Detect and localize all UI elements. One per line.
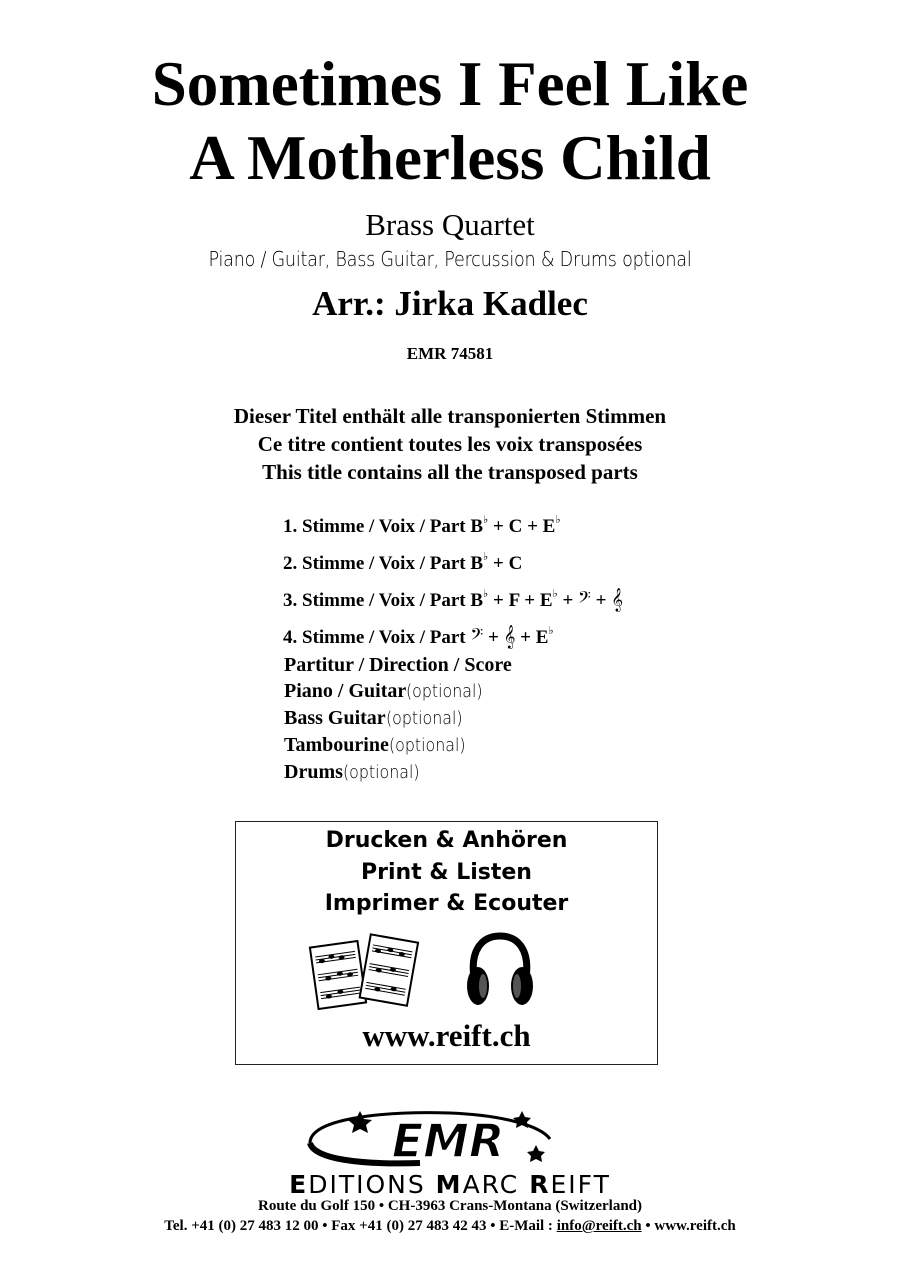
extra-name: Piano / Guitar [284, 680, 407, 702]
plus: + [519, 590, 540, 611]
extra-note: (optional) [388, 735, 466, 756]
title-line-2: A Motherless Child [189, 123, 711, 193]
note-french: Ce titre contient toutes les voix transposées [257, 432, 643, 456]
extra-drums [284, 759, 512, 786]
plus: + [557, 590, 579, 611]
plus: + [488, 590, 509, 611]
plus: + [483, 627, 504, 648]
brand-initial: R [529, 1170, 551, 1199]
plus: + [488, 516, 509, 537]
sheet-music-icon [308, 930, 423, 1012]
part-3 [283, 579, 623, 616]
key-e: E [535, 627, 549, 648]
publisher-name [0, 1170, 900, 1199]
extra-name: Partitur / Direction / Score [284, 654, 512, 676]
treble-clef-icon: 𝄞 [611, 587, 624, 611]
part-label: 3. Stimme / Voix / Part [283, 590, 471, 611]
extra-note: (optional) [385, 708, 463, 729]
extras-list [284, 652, 512, 786]
extra-bass-guitar [284, 705, 512, 732]
key-c: C [508, 516, 523, 537]
flat-icon: ♭ [483, 588, 489, 600]
instrumentation: Piano / Guitar, Bass Guitar, Percussion & Drums optional [208, 247, 692, 271]
key-b: B [470, 516, 484, 537]
emr-logo [300, 1105, 562, 1169]
extra-note: (optional) [406, 681, 483, 702]
contact-phone-fax: Tel. +41 (0) 27 483 12 00 • Fax +41 (0) 27 483 42 43 • E-Mail : [164, 1218, 557, 1234]
note-english: This title contains all the transposed parts [262, 460, 638, 484]
part-1 [283, 505, 623, 542]
extra-piano-guitar [284, 678, 512, 705]
plus: + [515, 627, 536, 648]
brand-part: ARC [462, 1170, 530, 1199]
extra-note: (optional) [342, 762, 420, 783]
part-2 [283, 542, 623, 579]
transposed-parts-note [0, 402, 900, 486]
print-listen-box [235, 821, 658, 1065]
part-label: 4. Stimme / Voix / Part [283, 627, 471, 648]
title-line-1: Sometimes I Feel Like [151, 49, 749, 119]
bass-clef-icon: 𝄢 [578, 587, 591, 611]
brand-part: EIFT [550, 1170, 611, 1199]
key-e: E [539, 590, 553, 611]
catalog-code: EMR 74581 [406, 344, 494, 363]
key-b: B [470, 553, 484, 574]
publisher-address: Route du Golf 150 • CH-3963 Crans-Montana (Switzerland) [258, 1198, 642, 1214]
flat-icon: ♭ [483, 551, 489, 563]
publisher-contact [0, 1218, 900, 1235]
flat-icon: ♭ [552, 588, 558, 600]
key-f: F [508, 590, 520, 611]
treble-clef-icon: 𝄞 [503, 624, 516, 648]
plus: + [590, 590, 612, 611]
plus: + [488, 553, 509, 574]
box-line-english: Print & Listen [361, 860, 532, 885]
flat-icon: ♭ [548, 625, 554, 637]
logo-text: EMR [391, 1114, 505, 1168]
key-e: E [542, 516, 556, 537]
key-c: C [508, 553, 523, 574]
part-label: 1. Stimme / Voix / Part [283, 516, 471, 537]
headphones-icon [464, 930, 536, 1010]
box-line-german: Drucken & Anhören [325, 828, 568, 853]
extra-score [284, 652, 512, 678]
brand-initial: M [435, 1170, 463, 1199]
extra-name: Drums [284, 761, 343, 783]
extra-name: Tambourine [284, 734, 389, 756]
box-line-french: Imprimer & Ecouter [324, 891, 569, 916]
brand-initial: E [289, 1170, 309, 1199]
bass-clef-icon: 𝄢 [470, 624, 484, 648]
extra-name: Bass Guitar [284, 707, 386, 729]
part-4 [283, 616, 623, 653]
part-label: 2. Stimme / Voix / Part [283, 553, 471, 574]
key-b: B [470, 590, 484, 611]
parts-list [283, 505, 623, 653]
flat-icon: ♭ [555, 514, 561, 526]
note-german: Dieser Titel enthält alle transponierten Stimmen [233, 404, 667, 428]
flat-icon: ♭ [483, 514, 489, 526]
email-link[interactable]: info@reift.ch [556, 1218, 642, 1234]
extra-tambourine [284, 732, 512, 759]
arranger: Arr.: Jirka Kadlec [312, 284, 588, 323]
brand-part: DITIONS [308, 1170, 436, 1199]
contact-website: • www.reift.ch [641, 1218, 736, 1234]
plus: + [522, 516, 543, 537]
box-url-link[interactable]: www.reift.ch [362, 1018, 531, 1053]
subtitle: Brass Quartet [365, 207, 535, 242]
